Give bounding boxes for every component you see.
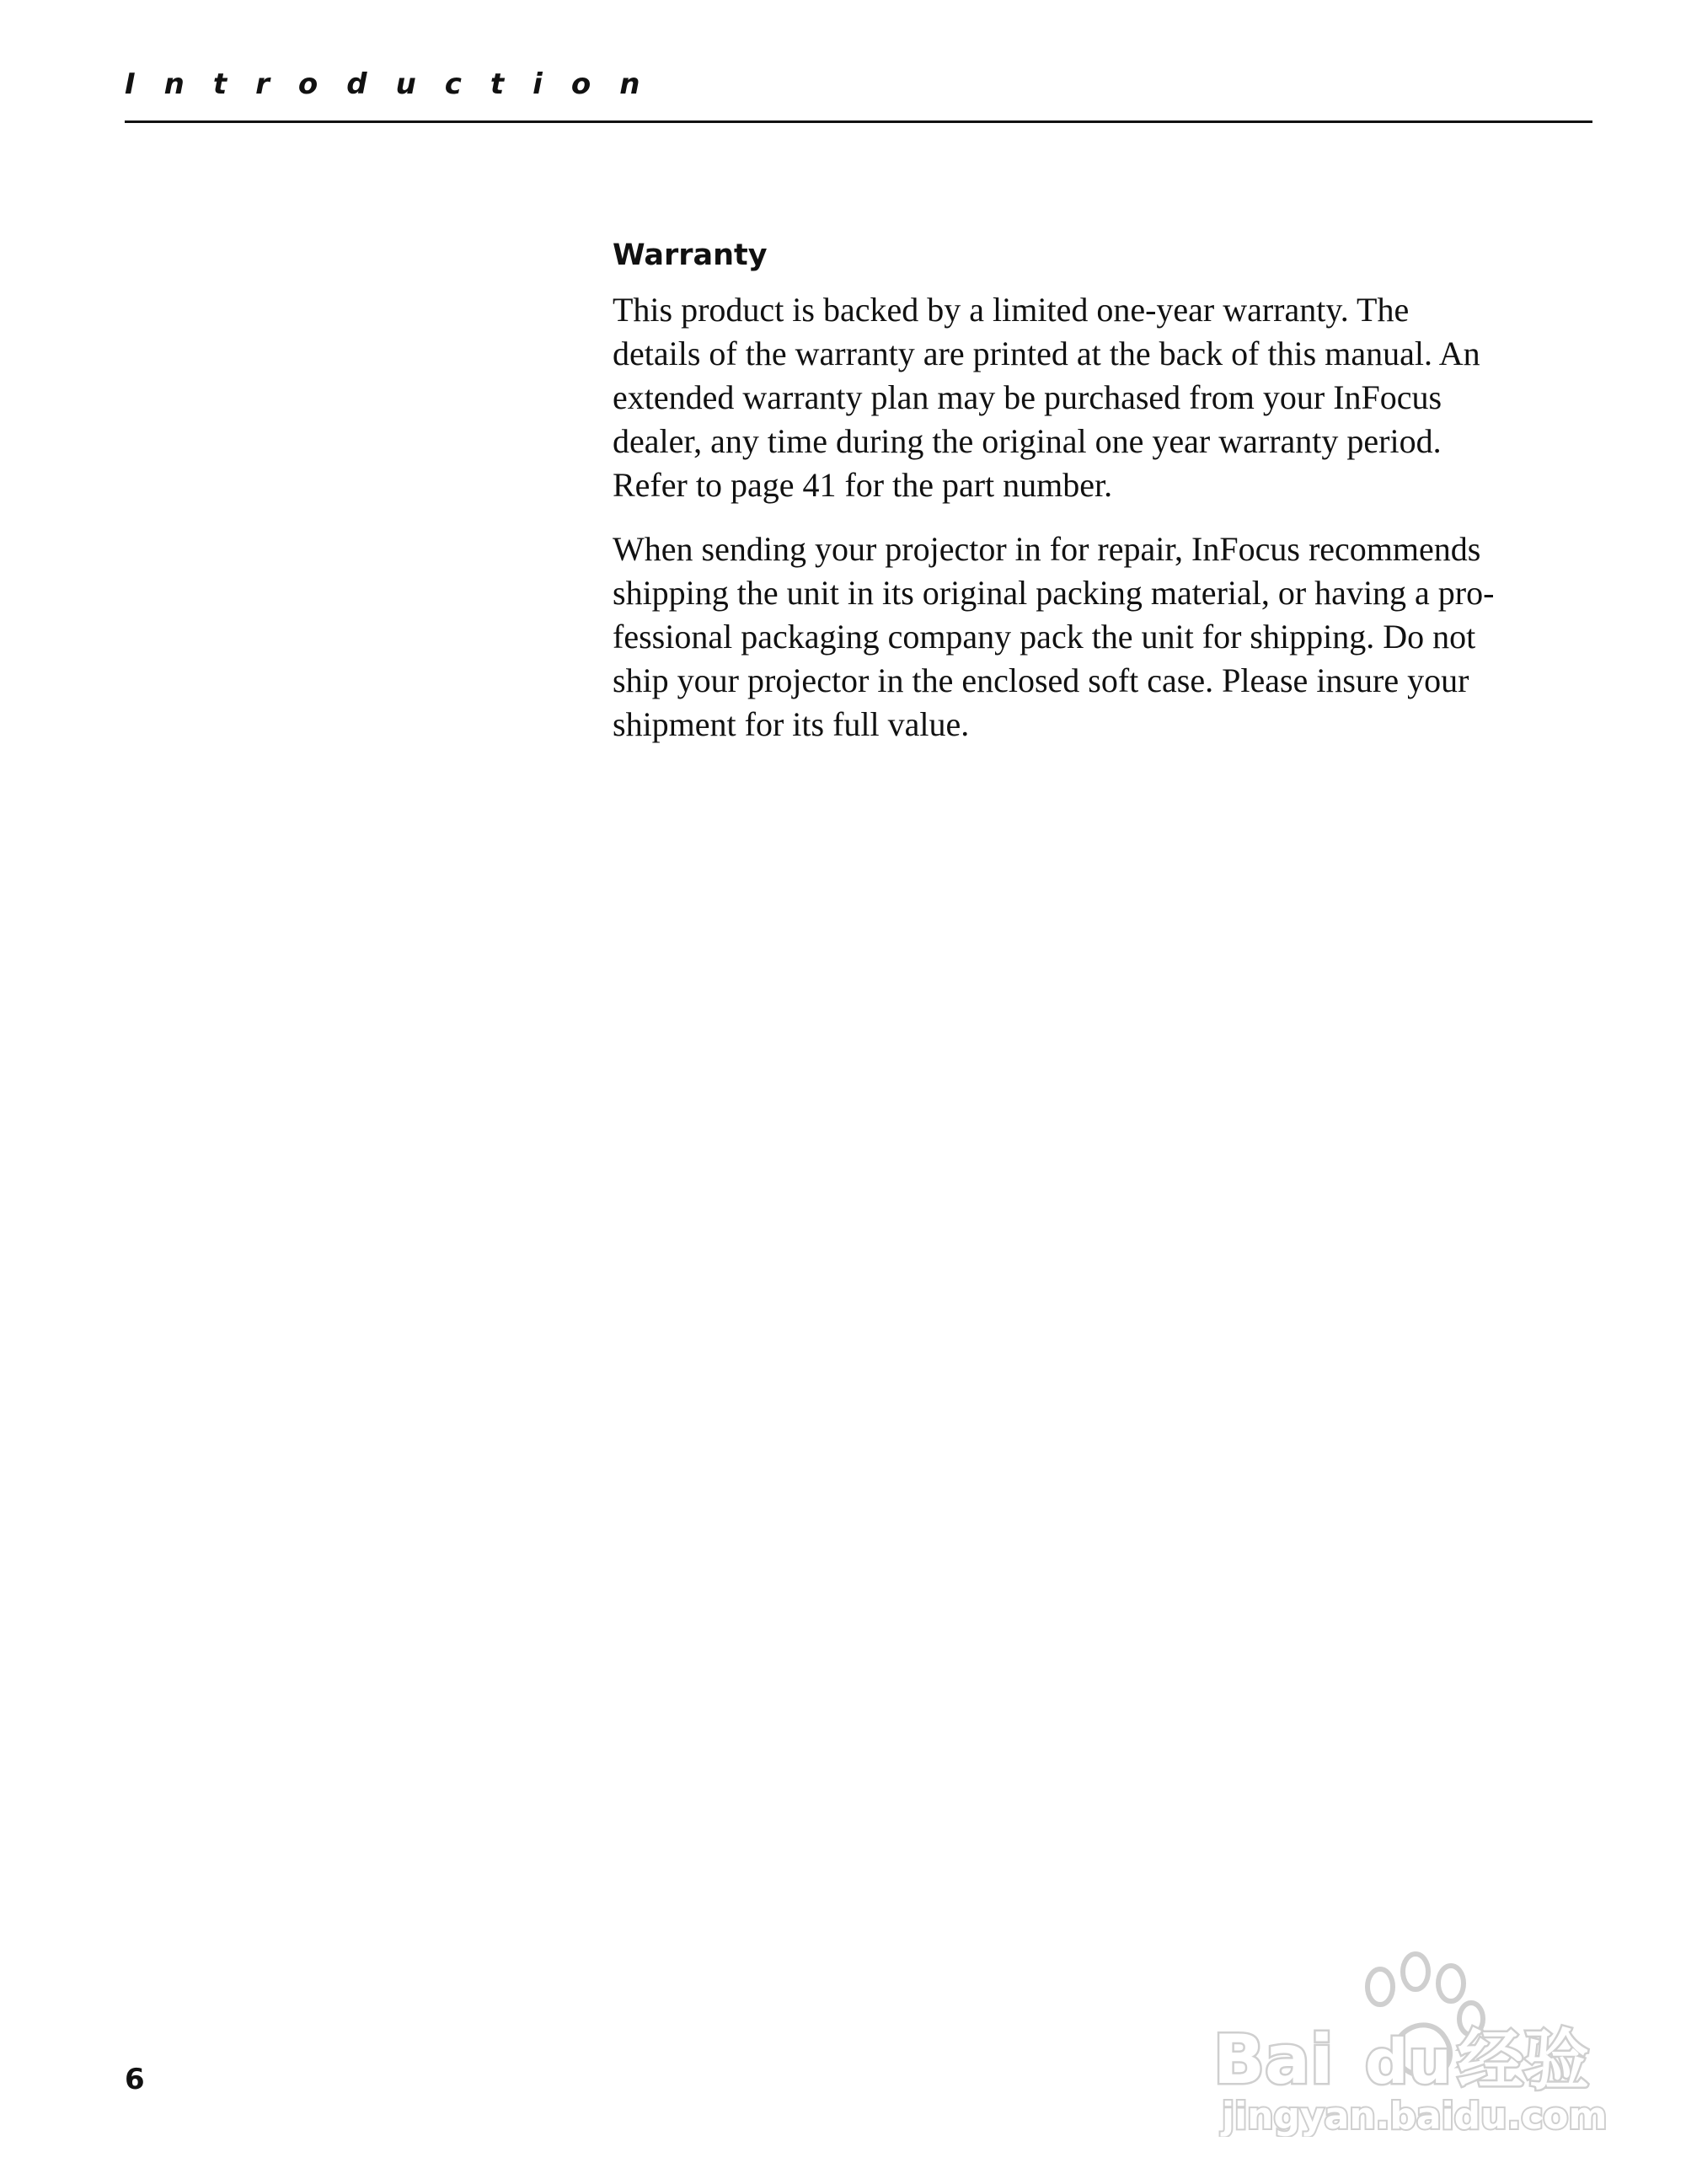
main-content bbox=[613, 234, 1594, 767]
baidu-jingyan-watermark bbox=[1205, 1935, 1609, 2137]
paragraph-line: This product is backed by a limited one-year warranty. The bbox=[613, 291, 1410, 329]
paragraph-line: shipment for its full value. bbox=[613, 705, 970, 743]
watermark-logo-jingyan: 经验 bbox=[1458, 2023, 1590, 2099]
warranty-paragraph-1 bbox=[613, 288, 1594, 507]
page-number: 6 bbox=[125, 2063, 145, 2096]
paragraph-line: shipping the unit in its original packing material, or having a pro- bbox=[613, 574, 1495, 612]
running-header-title: Introduction bbox=[125, 67, 669, 101]
paragraph-line: When sending your projector in for repair, InFocus recommends bbox=[613, 530, 1481, 568]
repair-shipping-paragraph bbox=[613, 527, 1594, 747]
section-heading: Warranty bbox=[613, 238, 768, 272]
paragraph-line: fessional packaging company pack the unit for shipping. Do not bbox=[613, 618, 1476, 656]
paragraph-line: details of the warranty are printed at the back of this manual. An bbox=[613, 335, 1480, 372]
paragraph-line: dealer, any time during the original one year warranty period. bbox=[613, 422, 1442, 460]
paragraph-line: extended warranty plan may be purchased from your InFocus bbox=[613, 378, 1442, 416]
paragraph-line: ship your projector in the enclosed soft case. Please insure your bbox=[613, 661, 1469, 699]
header-rule bbox=[125, 120, 1592, 123]
watermark-url: jingyan.baidu.com bbox=[1222, 2095, 1608, 2137]
paragraph-line: Refer to page 41 for the part number. bbox=[613, 466, 1113, 504]
watermark-logo-text: Bai bbox=[1213, 2021, 1334, 2099]
watermark-logo-du: du bbox=[1365, 2026, 1452, 2097]
